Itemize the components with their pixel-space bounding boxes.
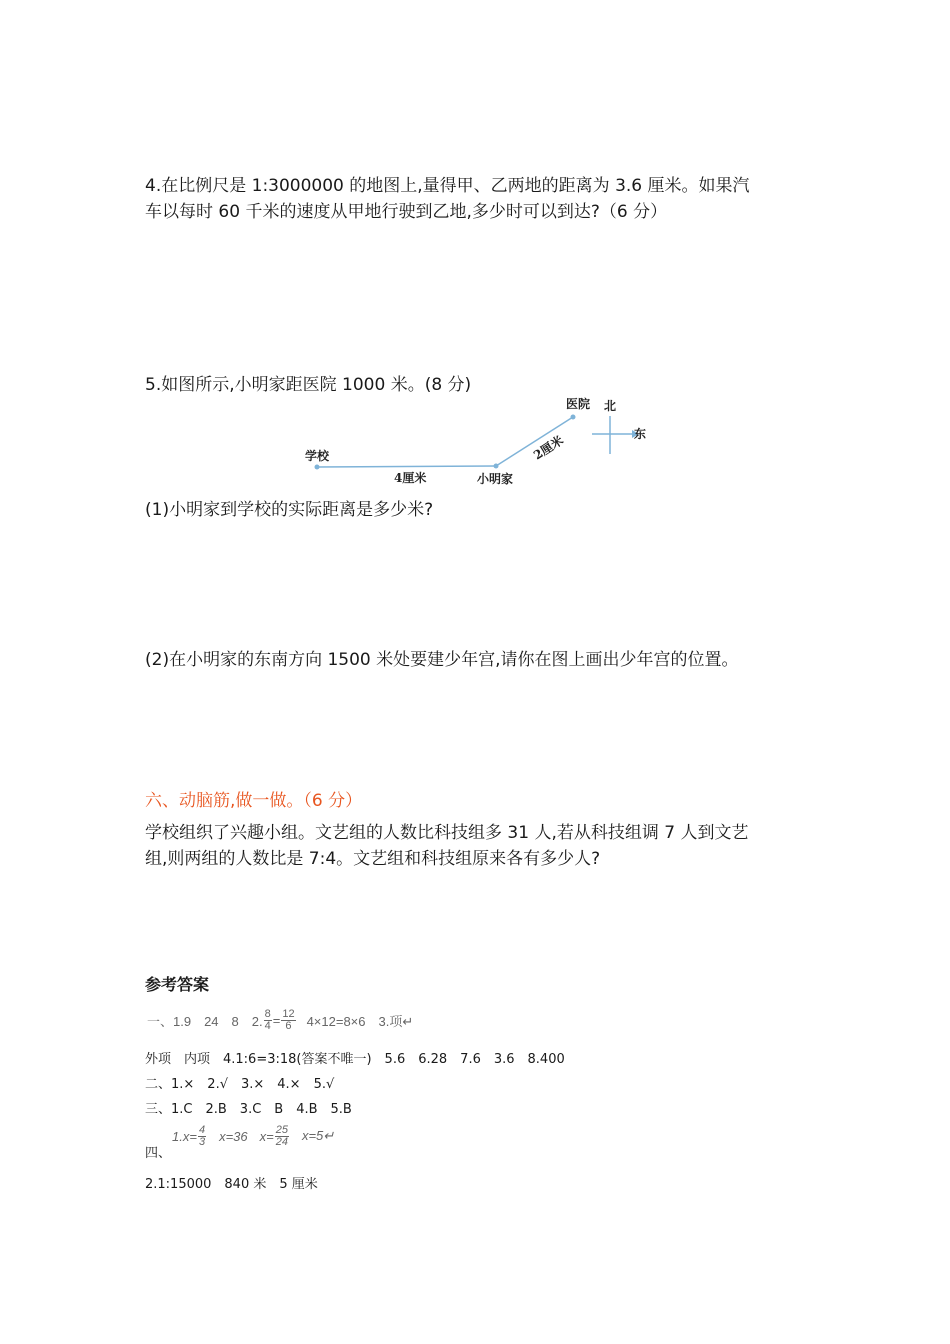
answers-title: 参考答案	[145, 975, 210, 994]
section-6-line-2: 组,则两组的人数比是 7:4。文艺组和科技组原来各有多少人?	[145, 849, 601, 869]
label-home: 小明家	[477, 472, 514, 486]
fraction-denominator: 24	[275, 1135, 288, 1148]
equation-4: x=5↵	[301, 1128, 335, 1143]
question-5-sub-1: (1)小明家到学校的实际距离是多少米?	[145, 500, 434, 520]
label-school: 学校	[305, 449, 330, 463]
fraction-numerator: 25	[275, 1123, 288, 1136]
school-point	[315, 465, 320, 470]
label-hospital: 医院	[566, 397, 591, 411]
fraction-25-24	[275, 1125, 289, 1148]
fraction-8-4	[264, 1009, 272, 1032]
map-diagram	[290, 390, 660, 490]
answers-row-5-equations	[172, 1120, 334, 1152]
answers-row-1	[147, 1005, 413, 1035]
answers-row-1-rest: 4×12=8×6 3.项↵	[306, 1013, 414, 1029]
label-dist-2cm: 2厘米	[531, 433, 566, 463]
answers-row-2: 外项 内项 4.1:6=3:18(答案不唯一) 5.6 6.28 7.6 3.6 8.400	[145, 1052, 565, 1067]
label-north: 北	[604, 399, 617, 413]
fraction-denominator: 4	[264, 1019, 271, 1032]
fraction-numerator: 4	[198, 1123, 206, 1136]
home-point	[494, 464, 499, 469]
fraction-numerator: 12	[282, 1007, 295, 1020]
fraction-numerator: 8	[264, 1007, 271, 1020]
question-5-title: 5.如图所示,小明家距医院 1000 米。(8 分)	[145, 375, 472, 395]
answers-row-6: 2.1:15000 840 米 5 厘米	[145, 1177, 318, 1192]
equation-3: x=	[259, 1128, 274, 1144]
section-6-heading: 六、动脑筋,做一做。（6 分）	[145, 791, 363, 811]
question-5-sub-2: (2)在小明家的东南方向 1500 米处要建少年宫,请你在图上画出少年宫的位置。	[145, 650, 739, 670]
answers-row-1-equals: =	[272, 1012, 281, 1028]
question-4	[145, 173, 825, 225]
fraction-12-6	[281, 1009, 295, 1032]
section-6-problem	[145, 820, 825, 872]
fraction-denominator: 6	[285, 1019, 292, 1032]
hospital-point	[571, 415, 576, 420]
equation-2: x=36	[219, 1128, 248, 1144]
answers-row-4: 三、1.C 2.B 3.C B 4.B 5.B	[145, 1102, 352, 1117]
road-school-home	[317, 466, 496, 467]
answers-row-5-label: 四、	[145, 1146, 172, 1161]
answers-row-1-prefix: 一、1.9 24 8 2.	[147, 1013, 263, 1029]
equation-1: 1.x=	[172, 1128, 197, 1144]
question-4-line-1: 4.在比例尺是 1:3000000 的地图上,量得甲、乙两地的距离为 3.6 厘米。如果汽	[145, 176, 750, 196]
question-4-line-2: 车以每时 60 千米的速度从甲地行驶到乙地,多少时可以到达?（6 分）	[145, 202, 668, 222]
section-6-line-1: 学校组织了兴趣小组。文艺组的人数比科技组多 31 人,若从科技组调 7 人到文艺	[145, 823, 749, 843]
fraction-4-3	[198, 1125, 206, 1148]
answers-row-3: 二、1.× 2.√ 3.× 4.× 5.√	[145, 1077, 335, 1092]
fraction-denominator: 3	[198, 1135, 206, 1148]
label-east: 东	[634, 427, 647, 441]
label-dist-4cm: 4厘米	[394, 471, 427, 485]
